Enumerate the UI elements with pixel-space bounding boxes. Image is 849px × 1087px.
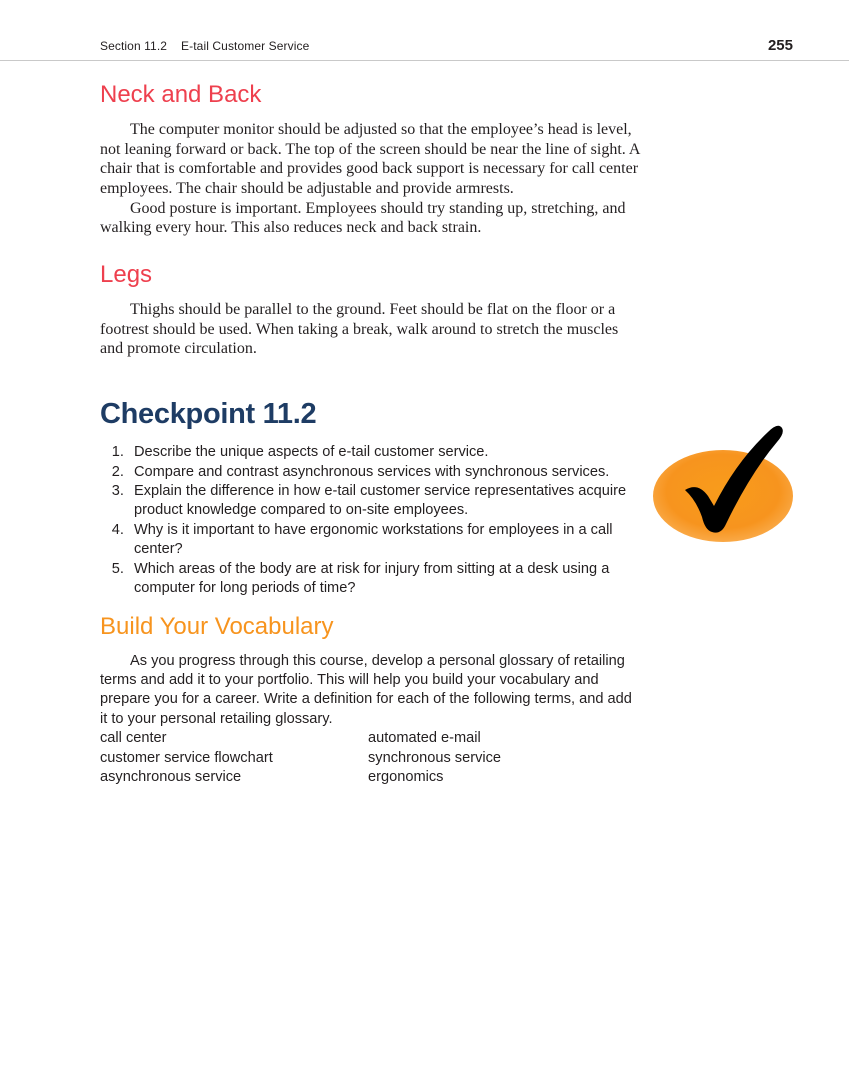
checkpoint-question: 5. Which areas of the body are at risk for injury from sitting at a desk using a computer for long periods of time? [128,560,647,599]
vocabulary-term: call center [100,730,167,747]
main-column [100,82,642,787]
running-head [100,37,793,54]
vocabulary-term: customer service flowchart [100,749,273,766]
paragraph: Thighs should be parallel to the ground. Feet should be flat on the floor or a footrest should be used. When taking a break, walk around to stretch the muscles and promote circulation. [100,300,619,358]
section-title: E-tail Customer Service [181,39,310,53]
vocabulary-term: asynchronous service [100,769,242,786]
section-number: Section 11.2 [100,39,168,53]
checkmark-icon [640,418,810,548]
checkpoint-question: 1. Describe the unique aspects of e-tail customer service. [128,443,647,462]
vocabulary-term: synchronous service [368,749,502,766]
checkpoint-question-list [102,443,647,598]
heading-build-your-vocabulary: Build Your Vocabulary [100,613,334,641]
vocabulary-intro: As you progress through this course, develop a personal glossary of retailing terms and add it to your portfolio. This will help you build your vocabulary and prepare you for a career. Write a definition for each of the following terms, and add it to your personal retailing glossary. [100,652,632,727]
running-head-left [100,39,309,53]
heading-checkpoint: Checkpoint 11.2 [100,397,317,430]
paragraph: Good posture is important. Employees should try standing up, stretching, and walking every hour. This also reduces neck and back strain. [100,199,626,237]
paragraph: The computer monitor should be adjusted so that the employee’s head is level, not leaning forward or back. The top of the screen should be near the line of sight. A chair that is comfortable and provides good back support is necessary for call center employees. The chair should be adjustable and provide armrests. [100,121,640,197]
heading-legs: Legs [100,260,153,288]
checkpoint-question: 4. Why is it important to have ergonomic workstations for employees in a call center? [128,521,647,560]
checkpoint-question: 2. Compare and contrast asynchronous services with synchronous services. [128,463,647,482]
checkpoint-question: 3. Explain the difference in how e-tail customer service representatives acquire product knowledge compared to on-site employees. [128,482,647,521]
heading-neck-and-back: Neck and Back [100,81,262,108]
header-rule [0,60,849,61]
vocabulary-term: ergonomics [368,769,444,786]
page-number: 255 [767,37,793,54]
vocabulary-term-grid [100,729,642,787]
vocabulary-term: automated e-mail [368,730,481,747]
